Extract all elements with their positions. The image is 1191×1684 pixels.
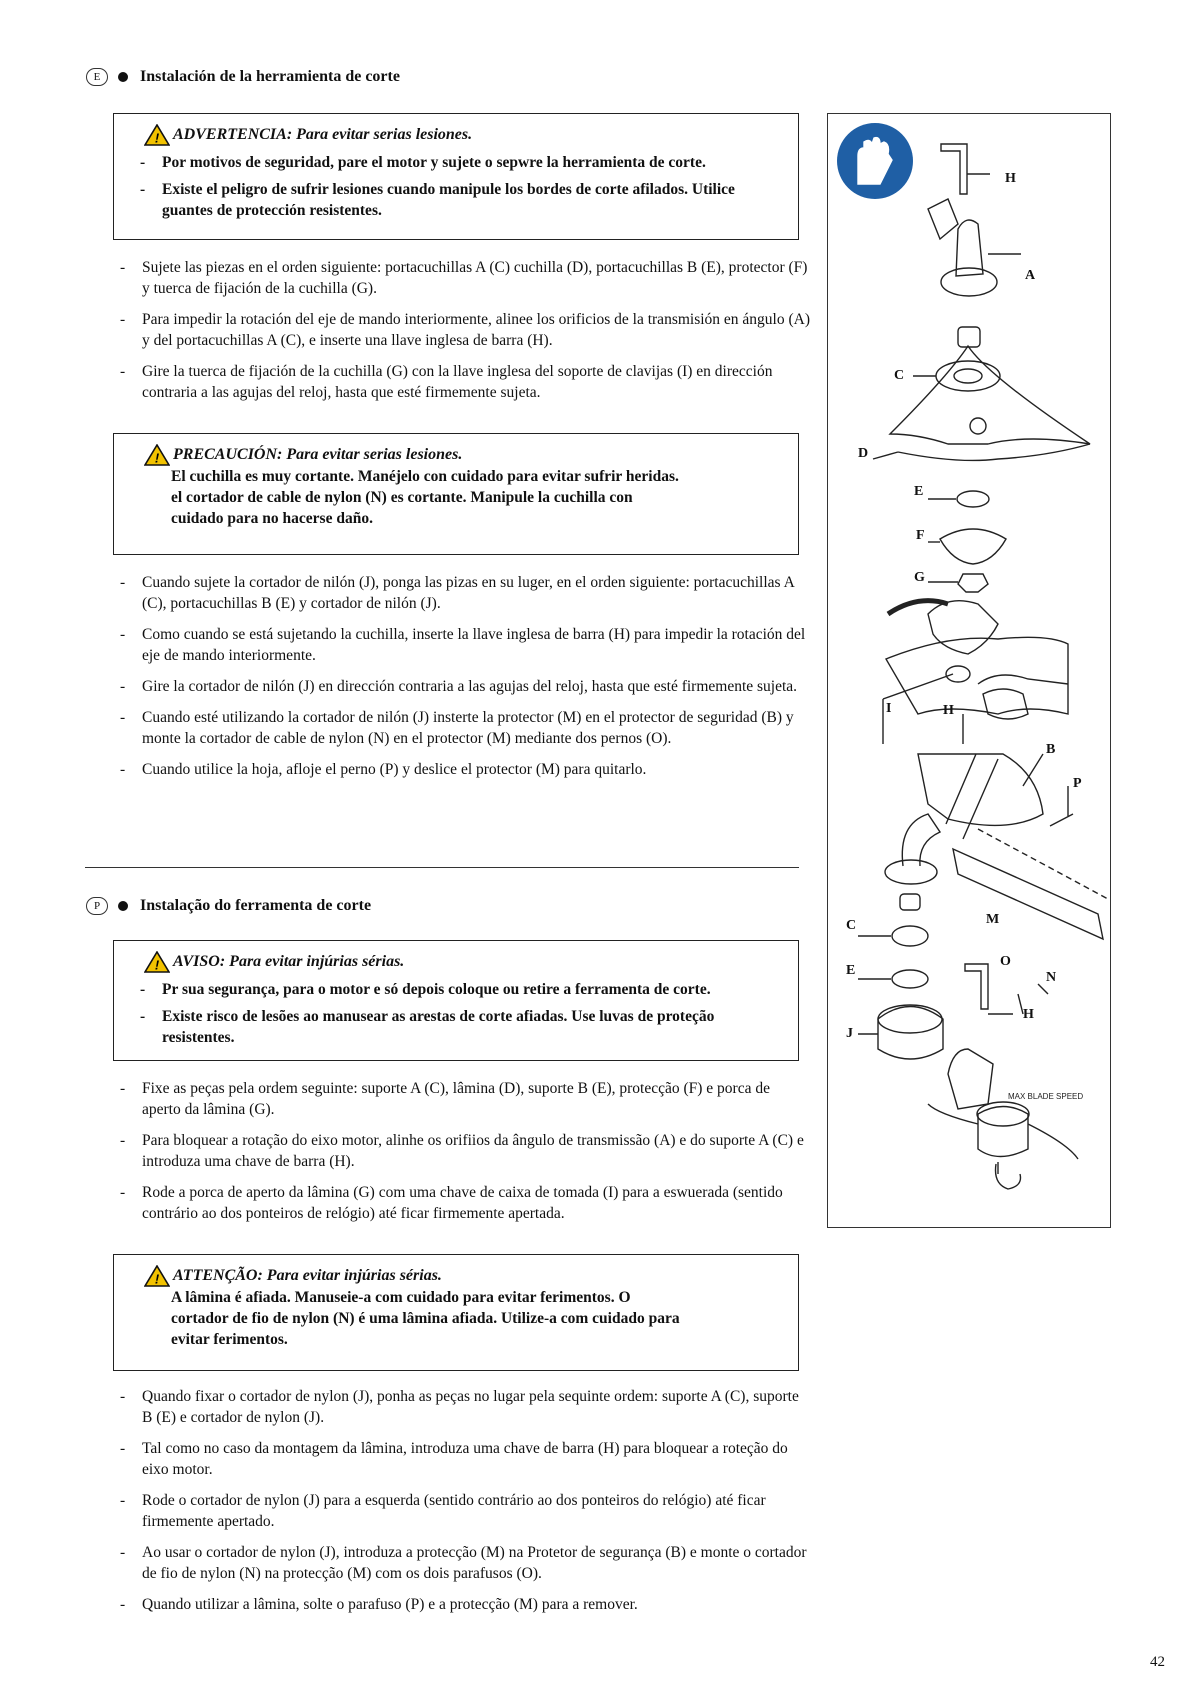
pt-warning-item: - Existe risco de lesões ao manusear as arestas de corte afiadas. Use luvas de proteção resistentes.: [140, 1008, 715, 1046]
es-caution-title-text: PRECAUCIÓN: Para evitar serias lesiones.: [173, 446, 463, 463]
pt-warning-title-text: AVISO: Para evitar injúrias sérias.: [173, 953, 405, 970]
svg-text:!: !: [154, 957, 160, 973]
label-n: N: [1046, 970, 1057, 985]
label-g: G: [914, 570, 925, 585]
page-number: 42: [1150, 1654, 1165, 1670]
assembly-drawing: [828, 114, 1112, 1229]
warning-triangle-icon: [144, 124, 170, 146]
pt-caution-title: [144, 1265, 784, 1287]
blade-speed-text: MAX BLADE SPEED: [1008, 1092, 1084, 1101]
list-item: - Para impedir la rotación del eje de mando interiormente, alinee los orificios de la transmisión en ángulo (A) y del portacuchillas A (C), e inserte una llave inglesa de barra (H).: [120, 311, 811, 349]
label-c-bottom: C: [846, 918, 857, 933]
es-caution-line: cuidado para no hacerse daño.: [171, 510, 373, 527]
pt-caution-line: A lâmina é afiada. Manuseie-a com cuidado para evitar ferimentos. O: [171, 1289, 631, 1306]
es-warning-title: [144, 124, 784, 146]
list-item: - Cuando esté utilizando la cortador de nilón (J) insterte la protector (M) en el protector de seguridad (B) y monte la cortador de cable de nylon (N) en el protector (M) mediante dos pernos (O).: [120, 709, 794, 747]
svg-text:!: !: [154, 450, 160, 466]
list-item: - Quando utilizar a lâmina, solte o parafuso (P) e a protecção (M) para a remover.: [120, 1596, 638, 1613]
list-item: - Cuando sujete la cortador de nilón (J), ponga las pizas en su luger, en el orden siguiente: portacuchillas A (C), portacuchillas B (E) y cortador de nilón (J).: [120, 574, 794, 612]
es-caution-line: El cuchilla es muy cortante. Manéjelo con cuidado para evitar sufrir heridas.: [171, 468, 679, 485]
label-j: J: [846, 1026, 853, 1041]
pt-section-heading: [86, 897, 371, 915]
list-item: - Para bloquear a rotação do eixo motor, alinhe os orifiios da ângulo de transmissão (A) e do suporte A (C) e introduza uma chave de barra (H).: [120, 1132, 804, 1170]
label-h-bottom: H: [1023, 1007, 1034, 1022]
list-item: - Gire la cortador de nilón (J) en dirección contraria a las agujas del reloj, hasta que esté firmemente sujeta.: [120, 678, 798, 695]
es-heading-text: Instalación de la herramienta de corte: [140, 68, 400, 85]
assembly-illustration: [827, 113, 1111, 1228]
label-o: O: [1000, 954, 1011, 969]
pt-steps-list-1: [120, 1078, 810, 1234]
bullet-dot-icon: [118, 72, 128, 82]
list-item: - Quando fixar o cortador de nylon (J), ponha as peças no lugar pela sequinte ordem: suporte A (C), suporte B (E) e cortador de nylon (J).: [120, 1388, 799, 1426]
pt-heading-text: Instalação do ferramenta de corte: [140, 897, 372, 914]
label-h-mid: H: [943, 703, 954, 718]
es-caution-title: [144, 444, 784, 466]
svg-text:!: !: [154, 130, 160, 146]
es-steps-list-2: [120, 572, 810, 790]
pt-caution-title-text: ATTENÇÃO: Para evitar injúrias sérias.: [173, 1267, 442, 1284]
es-section-heading: [86, 68, 400, 86]
label-c-top: C: [894, 368, 905, 383]
label-i: I: [886, 701, 892, 716]
pt-warning-box: [113, 940, 799, 1061]
list-item: - Como cuando se está sujetando la cuchilla, inserte la llave inglesa de barra (H) para impedir la rotación del eje de mando interiormente.: [120, 626, 806, 664]
warning-triangle-icon: [144, 951, 170, 973]
es-caution-box: [113, 433, 799, 555]
warning-triangle-icon: [144, 444, 170, 466]
list-item: - Gire la tuerca de fijación de la cuchilla (G) con la llave inglesa del soporte de clavijas (I) en dirección contraria a las agujas del reloj, hasta que esté firmemente sujeta.: [120, 363, 773, 401]
label-f: F: [916, 528, 925, 543]
pt-caution-box: [113, 1254, 799, 1371]
label-b: B: [1046, 742, 1056, 757]
es-steps-list-1: [120, 257, 810, 413]
label-e-top: E: [914, 484, 924, 499]
pt-steps-list-2: [120, 1386, 810, 1625]
es-language-badge: E: [86, 68, 108, 86]
es-warning-item: - Por motivos de seguridad, pare el motor y sujete o sepwre la herramienta de corte.: [140, 154, 706, 171]
list-item: - Rode o cortador de nylon (J) para a esquerda (sentido contrário ao dos ponteiros do relógio) até ficar firmemente apertado.: [120, 1492, 766, 1530]
es-warning-title-text: ADVERTENCIA: Para evitar serias lesiones.: [173, 126, 473, 143]
pt-warning-title: [144, 951, 784, 973]
list-item: - Fixe as peças pela ordem seguinte: suporte A (C), lâmina (D), suporte B (E), protecção (F) e porca de aperto da lâmina (G).: [120, 1080, 770, 1118]
pt-caution-line: cortador de fio de nylon (N) é uma lâmina afiada. Utilize-a com cuidado para: [171, 1310, 680, 1327]
es-warning-item: - Existe el peligro de sufrir lesiones cuando manipule los bordes de corte afilados. Utilice guantes de protección resistentes.: [140, 181, 735, 219]
es-caution-line: el cortador de cable de nylon (N) es cortante. Manipule la cuchilla con: [171, 489, 633, 506]
list-item: - Ao usar o cortador de nylon (J), introduza a protecção (M) na Protetor de segurança (B) e monte o cortador de fio de nylon (N) na protecção (M) com os dois parafusos (O).: [120, 1544, 807, 1582]
svg-text:!: !: [154, 1271, 160, 1287]
pt-language-badge: P: [86, 897, 108, 915]
list-item: - Tal como no caso da montagem da lâmina, introduza uma chave de barra (H) para bloquear a roteção do eixo motor.: [120, 1440, 788, 1478]
list-item: - Rode a porca de aperto da lâmina (G) com uma chave de caixa de tomada (I) para a eswuerada (sentido contrário ao dos ponteiros de relógio) até ficar firmemente apertada.: [120, 1184, 783, 1222]
label-h-top: H: [1005, 171, 1016, 186]
list-item: - Cuando utilice la hoja, afloje el perno (P) y deslice el protector (M) para quitarlo.: [120, 761, 647, 778]
label-a: A: [1025, 268, 1036, 283]
label-m: M: [986, 912, 1000, 927]
pt-caution-line: evitar ferimentos.: [171, 1331, 288, 1348]
warning-triangle-icon: [144, 1265, 170, 1287]
pt-warning-item: - Pr sua segurança, para o motor e só depois coloque ou retire a ferramenta de corte.: [140, 981, 711, 998]
label-p: P: [1073, 776, 1082, 791]
list-item: - Sujete las piezas en el orden siguiente: portacuchillas A (C) cuchilla (D), portacuchillas B (E), protector (F) y tuerca de fijación de la cuchilla (G).: [120, 259, 808, 297]
bullet-dot-icon: [118, 901, 128, 911]
section-divider: [85, 867, 799, 868]
label-d: D: [858, 446, 869, 461]
es-warning-box: [113, 113, 799, 240]
label-e-bottom: E: [846, 963, 856, 978]
